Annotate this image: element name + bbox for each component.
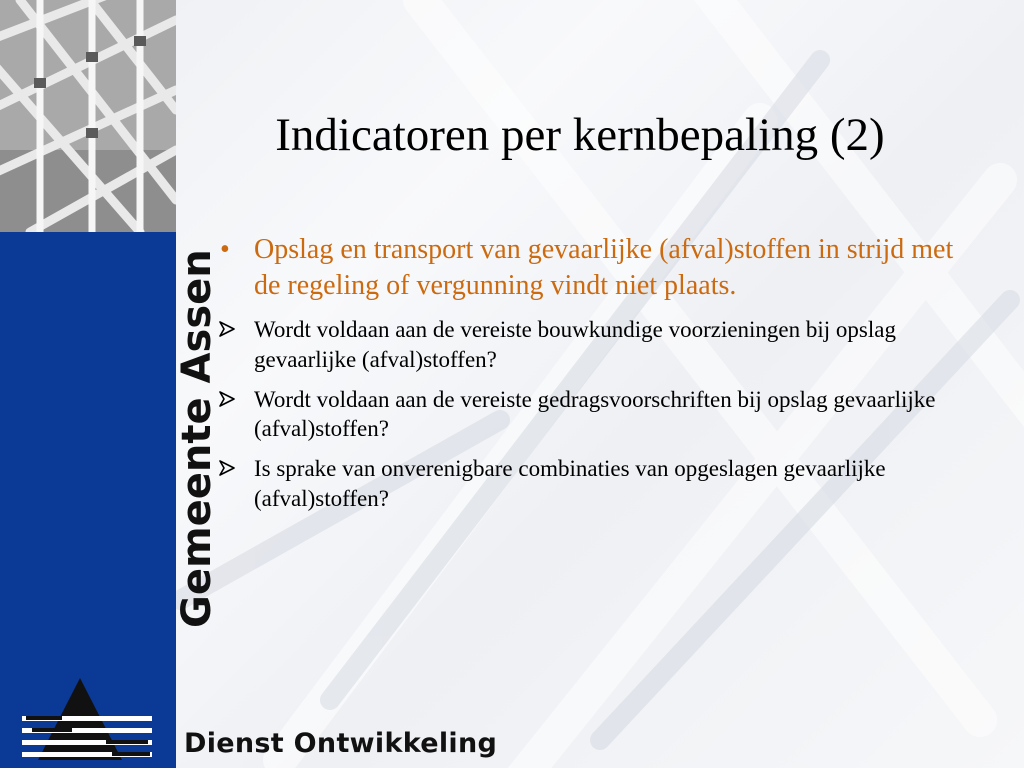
sub-bullet-text: Is sprake van onverenigbare combinaties van opgeslagen gevaarlijke (afval)stoffen?: [254, 456, 886, 512]
bullet-dot-icon: •: [220, 234, 230, 265]
sub-bullet: [214, 315, 954, 375]
sub-bullet: [214, 454, 954, 514]
slide-title: Indicatoren per kernbepaling (2): [275, 109, 885, 161]
municipality-logo: [22, 678, 152, 760]
arrow-bullet-icon: [218, 460, 236, 476]
sub-bullet-text: Wordt voldaan aan de vereiste bouwkundige voorzieningen bij opslag gevaarlijke (afval)stoffen?: [254, 316, 896, 372]
arrow-bullet-icon: [218, 321, 236, 337]
scaffolding-photo: [0, 0, 176, 232]
arrow-bullet-icon: [218, 391, 236, 407]
department-name: Dienst Ontwikkeling: [184, 728, 498, 759]
bullet-list: [214, 232, 954, 514]
main-bullet: [214, 232, 954, 305]
sub-bullet: [214, 385, 954, 445]
svg-text:Gemeente Assen: Gemeente Assen: [174, 249, 220, 628]
main-bullet-text: Opslag en transport van gevaarlijke (afval)stoffen in strijd met de regeling of vergunning vindt niet plaats.: [254, 234, 954, 302]
sub-bullet-text: Wordt voldaan aan de vereiste gedragsvoorschriften bij opslag gevaarlijke (afval)stoffen?: [254, 386, 936, 442]
organization-name-vertical: [174, 232, 220, 632]
